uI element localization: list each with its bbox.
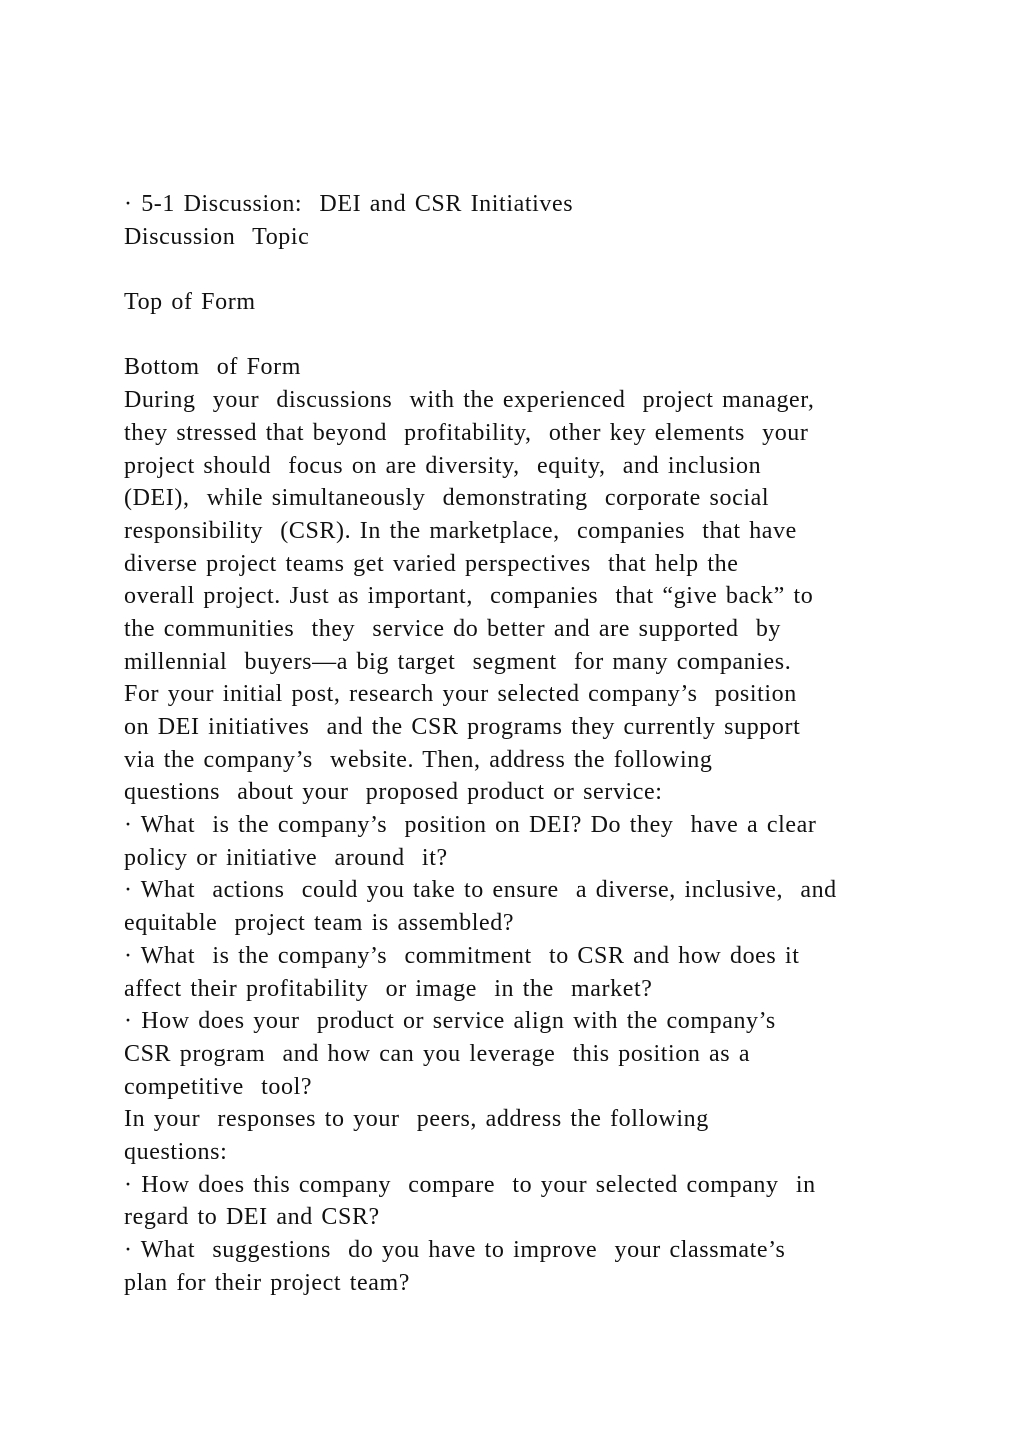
question-line: equitable project team is assembled? — [124, 910, 515, 937]
form-top-marker: Top of Form — [124, 289, 256, 316]
bullet-title: · 5-1 Discussion: DEI and CSR Initiatives — [124, 191, 574, 217]
question-line: · How does this company compare to your selected company in — [124, 1171, 816, 1198]
paragraph-line: the communities they service do better and are supported by — [124, 615, 782, 642]
paragraph-line: project should focus on are diversity, equity, and inclusion — [124, 452, 762, 479]
paragraph-line: millennial buyers—a big target segment for many companies. — [124, 648, 792, 675]
question-line: · How does your product or service align with the company’s — [124, 1008, 776, 1035]
paragraph-line: they stressed that beyond profitability, other key elements your — [124, 419, 809, 446]
paragraph-line: via the company’s website. Then, address the following — [124, 746, 713, 773]
paragraph-line: In your responses to your peers, address the following — [124, 1106, 709, 1133]
question-line: · What is the company’s position on DEI? Do they have a clear — [124, 812, 817, 839]
paragraph-line: on DEI initiatives and the CSR programs they currently support — [124, 714, 801, 740]
question-line: competitive tool? — [124, 1073, 313, 1100]
paragraph-line: diverse project teams get varied perspectives that help the — [124, 550, 739, 577]
form-bottom-marker: Bottom of Form — [124, 354, 302, 381]
question-line: affect their profitability or image in the market? — [124, 975, 653, 1002]
paragraph-line: For your initial post, research your selected company’s position — [124, 681, 797, 708]
paragraph-line: responsibility (CSR). In the marketplace, companies that have — [124, 517, 797, 544]
question-line: plan for their project team? — [124, 1269, 411, 1296]
question-line: regard to DEI and CSR? — [124, 1204, 380, 1231]
question-line: · What suggestions do you have to improve your classmate’s — [124, 1237, 786, 1263]
question-line: · What actions could you take to ensure a diverse, inclusive, and — [124, 877, 837, 904]
paragraph-line: questions about your proposed product or service: — [124, 779, 663, 806]
question-line: policy or initiative around it? — [124, 844, 448, 871]
paragraph-line: questions: — [124, 1138, 228, 1165]
blank-line — [124, 319, 924, 352]
blank-line — [124, 253, 924, 286]
paragraph-line: (DEI), while simultaneously demonstrating corporate social — [124, 485, 770, 512]
paragraph-line: During your discussions with the experienced project manager, — [124, 387, 815, 414]
question-line: · What is the company’s commitment to CSR and how does it — [124, 942, 800, 969]
paragraph-line: overall project. Just as important, companies that “give back” to — [124, 583, 814, 610]
question-line: CSR program and how can you leverage this position as a — [124, 1040, 751, 1067]
subtitle: Discussion Topic — [124, 223, 310, 250]
document-body — [124, 188, 924, 1299]
